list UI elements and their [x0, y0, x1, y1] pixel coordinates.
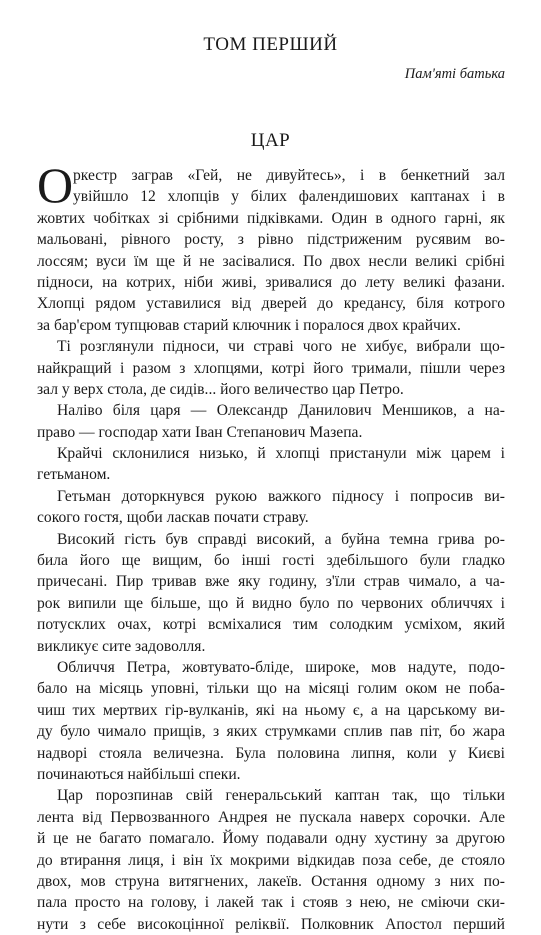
dedication: Пам'яті батька — [404, 66, 505, 82]
text-line: бало на місяць уповні, тільки що на місяці голим оком не поба- — [37, 680, 505, 698]
text-line: пала просто на голову, і лакей так і стояв з нею, не сміючи ски- — [37, 894, 505, 912]
text-line: лоссям; вуси їм ще й не засівалися. По двох несли великі срібні — [37, 252, 505, 270]
text-line: рок випили ще більше, що й видно було по червоних обличчях і — [37, 594, 505, 612]
chapter-title: ЦАР — [250, 130, 291, 151]
text-line: до втирання лиця, і він їх мокрими відкидав поза себе, де стояло — [37, 851, 505, 869]
text-line: Високий гість був справді високий, а буйна темна грива ро- — [57, 530, 505, 548]
drop-cap: О — [37, 157, 74, 213]
text-line: увійшло 12 хлопців у білих фалендишових каптанах і в — [73, 188, 505, 206]
text-line: надворі стояла величезна. Була половина липня, коли у Києві — [37, 744, 505, 762]
paragraph — [37, 336, 505, 400]
text-line: сокого гостя, щоби ласкав почати страву. — [37, 509, 309, 527]
paragraph — [37, 400, 505, 443]
text-line: й це не багато помагало. Йому подавали одну хустину за другою — [37, 830, 505, 848]
text-line: ду було чимало прищів, з яких струмками сплив пав піт, бо жара — [37, 723, 505, 741]
body-text — [37, 157, 505, 935]
text-line: лента від Первозванного Андрея не пускала наверх сорочки. Але — [37, 808, 505, 826]
text-line: гетьманом. — [37, 466, 111, 484]
text-line: ркестр заграв «Гей, не дивуйтесь», і в бенкетний зал — [73, 167, 505, 184]
paragraph — [37, 785, 505, 935]
text-line: Гетьман доторкнувся рукою важкого підносу і попросив ви- — [57, 487, 505, 505]
text-line: найкращий і разом з хлопцями, котрі його тримали, пішли через — [37, 359, 505, 377]
text-line: право — господар хати Іван Степанович Мазепа. — [37, 423, 363, 441]
paragraph — [37, 529, 505, 657]
paragraph — [37, 657, 505, 785]
text-line: жовтих чобітках зі срібними підківками. Один в одного гарні, як — [37, 209, 505, 227]
text-line: за бар'єром тупцював старий ключник і поралося двох крайчих. — [37, 316, 461, 334]
volume-title: ТОМ ПЕРШИЙ — [203, 34, 338, 55]
text-line: Цар порозпинав свій генеральський каптан так, що тільки — [57, 787, 505, 805]
text-line: Хлопці рядом уставилися від дверей до кредансу, біля котрого — [37, 295, 505, 313]
text-line: нути з себе високоцінної реліквії. Полковник Апостол перший — [37, 915, 505, 933]
text-line: причесані. Пир тривав вже яку годину, з'їли страв чимало, а ча- — [37, 573, 505, 591]
text-line: чиш тих мертвих гір-вулканів, які на ньому є, а на царському ви- — [37, 701, 505, 719]
text-line: зал у верх стола, де сидів... його величество цар Петро. — [37, 380, 404, 398]
text-line: підноси, на котрих, ніби живі, зривалися до лету великі фазани. — [37, 273, 505, 291]
text-line: Крайчі склонилися низько, й хлопці пристанули між царем і — [57, 445, 505, 463]
text-line: Обличчя Петра, жовтувато-бліде, широке, мов надуте, подо- — [57, 658, 505, 676]
paragraph — [37, 157, 505, 336]
text-line: мальовані, рівного росту, з рівно підстриженим русявим во- — [37, 231, 505, 249]
text-line: била його ще вищим, бо інші гості здебільшого були гладко — [37, 552, 505, 570]
text-line: потусклих очах, котрі всміхалися тим солодким усміхом, який — [37, 616, 505, 634]
text-line: викликує сите задоволля. — [37, 637, 206, 655]
text-line: починаються найбільші спеки. — [37, 765, 241, 783]
text-line: Наліво біля царя — Олександр Данилович Меншиков, а на- — [57, 402, 505, 420]
paragraph — [37, 486, 505, 529]
paragraph — [37, 443, 505, 486]
text-line: Ті розглянули підноси, чи страві чого не хибує, вибрали що- — [57, 338, 505, 356]
text-line: двох, мов струна витягнених, лакеїв. Остання одному з них по- — [37, 872, 505, 890]
